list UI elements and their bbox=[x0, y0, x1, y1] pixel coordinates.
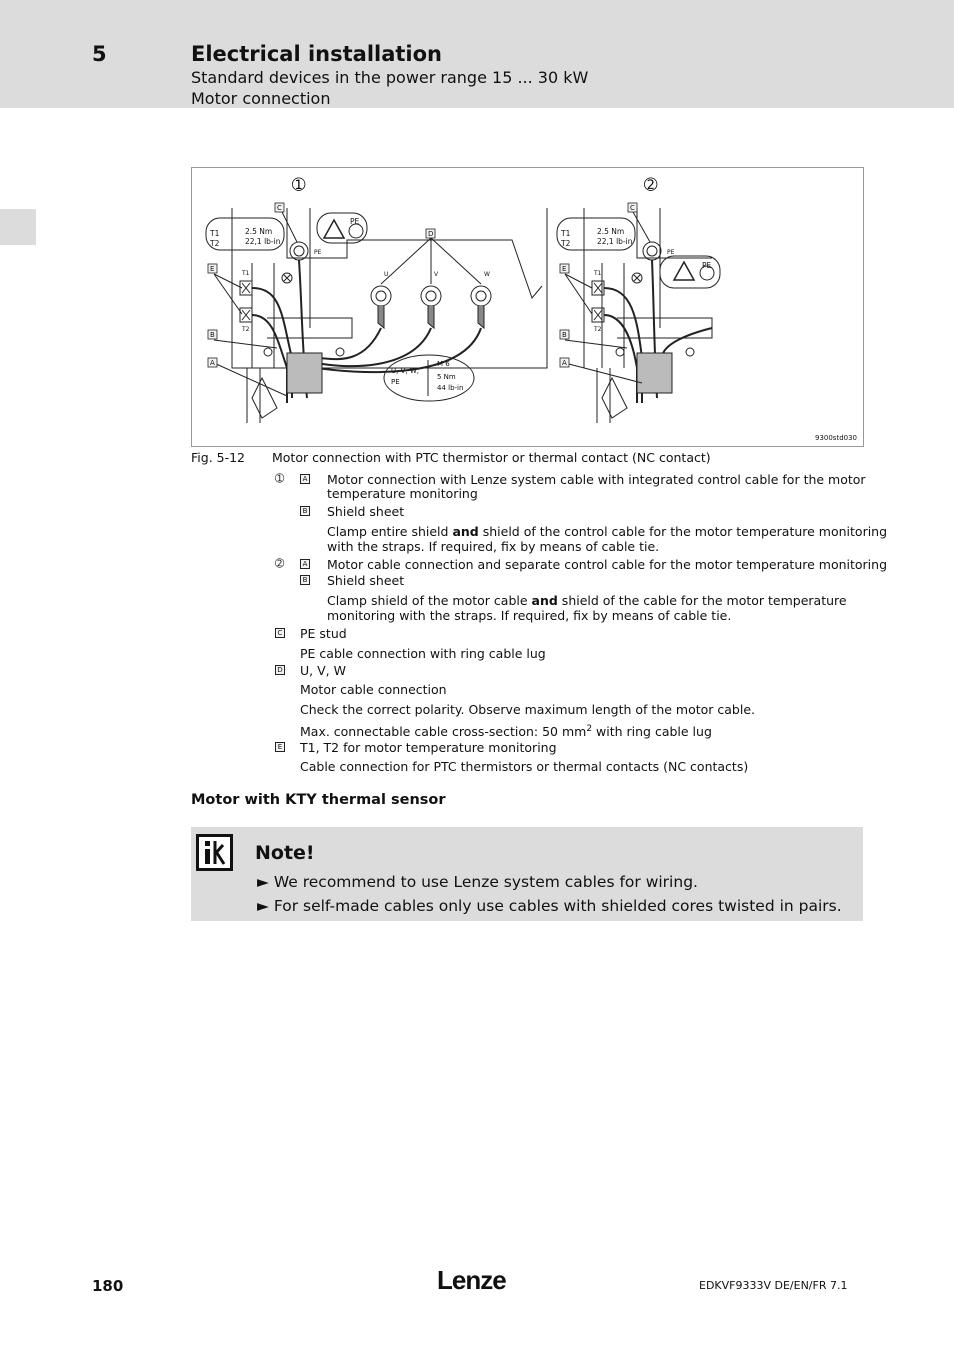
fig-label-t1-small: T1 bbox=[242, 270, 250, 277]
legend-d-desc1: Motor cable connection bbox=[300, 682, 447, 697]
note-box bbox=[191, 827, 863, 921]
legend-c-desc: PE cable connection with ring cable lug bbox=[300, 646, 546, 661]
fig-label-u: U bbox=[384, 271, 389, 278]
document-reference: EDKVF9333V DE/EN/FR 7.1 bbox=[699, 1279, 848, 1292]
fig-label-pe: PE bbox=[350, 217, 360, 226]
side-tab-marker bbox=[0, 209, 36, 245]
fig-label-t2: T2 bbox=[210, 239, 220, 248]
figure-caption-label: Fig. 5-12 bbox=[191, 450, 246, 465]
legend-d: U, V, W bbox=[300, 663, 346, 678]
fig-letter-d: D bbox=[428, 230, 434, 238]
fig-letter-a-right: A bbox=[562, 359, 567, 367]
fig-label-torque-nm-right: 2.5 Nm bbox=[597, 227, 625, 236]
fig-label-t2-right: T2 bbox=[561, 239, 571, 248]
fig-letter-c-right: C bbox=[630, 204, 635, 212]
legend-1a-line1: Motor connection with Lenze system cable with integrated control cable for the motor bbox=[327, 472, 866, 487]
legend-d-desc2: Check the correct polarity. Observe maximum length of the motor cable. bbox=[300, 702, 755, 717]
fig-label-torque-nm: 2.5 Nm bbox=[245, 227, 273, 236]
fig-label-t1-small-right: T1 bbox=[594, 270, 602, 277]
legend-letter-a2: A bbox=[300, 559, 310, 569]
legend-2b: Shield sheet bbox=[327, 573, 405, 588]
fig-label-pe-small-right: PE bbox=[667, 249, 675, 256]
legend-letter-b1: B bbox=[300, 506, 310, 516]
fig-letter-a: A bbox=[210, 359, 215, 367]
fig-label-torque-lbin-right: 22,1 lb-in bbox=[597, 237, 633, 246]
fig-label-5nm: 5 Nm bbox=[437, 373, 456, 381]
header-band bbox=[0, 0, 954, 108]
legend-circle-2: ➁ bbox=[275, 557, 285, 570]
legend-1b: Shield sheet bbox=[327, 504, 405, 519]
fig-label-uvw: U, V, W, bbox=[391, 367, 419, 375]
legend-e: T1, T2 for motor temperature monitoring bbox=[300, 740, 557, 755]
fig-label-pe-right: PE bbox=[702, 261, 712, 270]
legend-2b-desc-line1: Clamp shield of the motor cable and shield of the cable for the motor temperature bbox=[327, 593, 847, 608]
legend-2b-desc-line2: monitoring with the straps. If required, fix by means of cable tie. bbox=[327, 608, 732, 623]
fig-label-v: V bbox=[434, 271, 439, 278]
subtitle-motor-connection: Motor connection bbox=[191, 89, 331, 108]
fig-label-44lbin: 44 lb-in bbox=[437, 384, 464, 392]
legend-letter-e: E bbox=[275, 742, 285, 752]
legend-1a-line2: temperature monitoring bbox=[327, 486, 478, 501]
wiring-figure bbox=[191, 167, 864, 447]
figure-circle-2: ➁ bbox=[644, 175, 658, 194]
info-icon bbox=[196, 834, 233, 871]
fig-letter-b-right: B bbox=[562, 331, 567, 339]
chapter-number: 5 bbox=[92, 42, 107, 66]
page-number: 180 bbox=[92, 1277, 124, 1295]
fig-label-pe-small: PE bbox=[314, 249, 322, 256]
legend-1b-desc-line2: with the straps. If required, fix by means of cable tie. bbox=[327, 539, 660, 554]
note-title: Note! bbox=[255, 842, 315, 864]
fig-label-t1-right: T1 bbox=[561, 229, 571, 238]
chapter-title: Electrical installation bbox=[191, 42, 442, 66]
fig-label-pe-callout: PE bbox=[391, 378, 400, 386]
legend-circle-1: ➀ bbox=[275, 472, 285, 485]
fig-label-torque-lbin: 22,1 lb-in bbox=[245, 237, 281, 246]
legend-2a: Motor cable connection and separate control cable for the motor temperature monitoring bbox=[327, 557, 888, 572]
legend-letter-d: D bbox=[275, 665, 285, 675]
figure-caption-text: Motor connection with PTC thermistor or thermal contact (NC contact) bbox=[272, 450, 711, 465]
fig-letter-b: B bbox=[210, 331, 215, 339]
legend-letter-b2: B bbox=[300, 575, 310, 585]
fig-label-m6: M 6 bbox=[437, 360, 450, 368]
fig-letter-e: E bbox=[210, 265, 215, 273]
subtitle-power-range: Standard devices in the power range 15 ... 30 kW bbox=[191, 68, 589, 87]
note-item-1: ► We recommend to use Lenze system cables for wiring. bbox=[257, 873, 698, 891]
figure-code: 9300std030 bbox=[814, 434, 857, 442]
legend-e-desc: Cable connection for PTC thermistors or thermal contacts (NC contacts) bbox=[300, 759, 749, 774]
fig-label-t1: T1 bbox=[210, 229, 220, 238]
legend-letter-a1: A bbox=[300, 474, 310, 484]
legend-1b-desc-line1: Clamp entire shield and shield of the control cable for the motor temperature monitoring bbox=[327, 524, 888, 539]
legend-letter-c: C bbox=[275, 628, 285, 638]
fig-label-t2-small-right: T2 bbox=[594, 326, 602, 333]
fig-label-t2-small: T2 bbox=[242, 326, 250, 333]
fig-label-w: W bbox=[484, 271, 490, 278]
section-heading: Motor with KTY thermal sensor bbox=[191, 792, 446, 808]
figure-circle-1: ➀ bbox=[292, 175, 306, 194]
fig-letter-c: C bbox=[277, 204, 282, 212]
wiring-diagram bbox=[192, 168, 865, 448]
legend-c: PE stud bbox=[300, 626, 347, 641]
legend-d-desc3: Max. connectable cable cross-section: 50 $mm^2$ with ring cable lug bbox=[300, 724, 712, 740]
fig-letter-e-right: E bbox=[562, 265, 567, 273]
lenze-logo: Lenze bbox=[437, 1265, 506, 1295]
note-item-2: ► For self-made cables only use cables with shielded cores twisted in pairs. bbox=[257, 897, 842, 915]
